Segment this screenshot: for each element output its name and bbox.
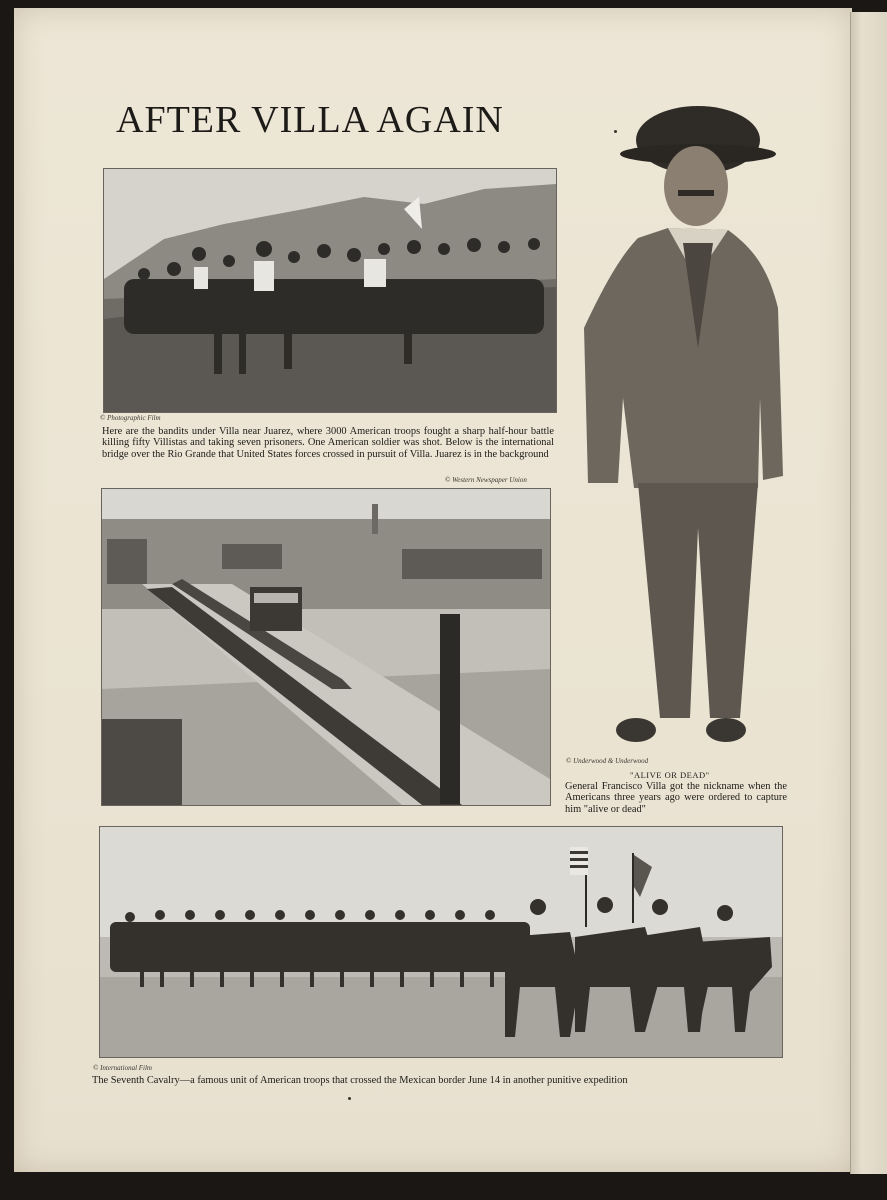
photo-villistas-on-horseback (103, 168, 557, 413)
photo-international-bridge (101, 488, 551, 806)
photo-caption: The Seventh Cavalry—a famous unit of American troops that crossed the Mexican border June 14 in another punitive expedition (92, 1075, 628, 1086)
photo-credit: © International Film (93, 1064, 152, 1072)
print-speck (348, 1097, 351, 1100)
photo-credit: © Underwood & Underwood (566, 757, 649, 765)
print-speck (614, 130, 617, 133)
photo-credit: © Western Newspaper Union (445, 476, 527, 484)
photo-seventh-cavalry (99, 826, 783, 1058)
photo-francisco-villa (578, 98, 786, 758)
photo-credit: © Photographic Film (100, 414, 161, 422)
photo-caption: General Francisco Villa got the nickname when the Americans three years ago were ordered to capture him "alive or dead" (565, 781, 787, 815)
photo-caption: Here are the bandits under Villa near Juarez, where 3000 American troops fought a sharp half-hour battle killing fifty Villistas and taking seven prisoners. One American soldier was shot. Below is the international bridge over the Rio Grande that United States forces crossed in pursuit of Villa. Juarez is in the background (102, 426, 554, 460)
headline: AFTER VILLA AGAIN (116, 99, 504, 141)
next-page-edge (850, 12, 887, 1174)
caption-title: "ALIVE OR DEAD" (630, 770, 710, 780)
